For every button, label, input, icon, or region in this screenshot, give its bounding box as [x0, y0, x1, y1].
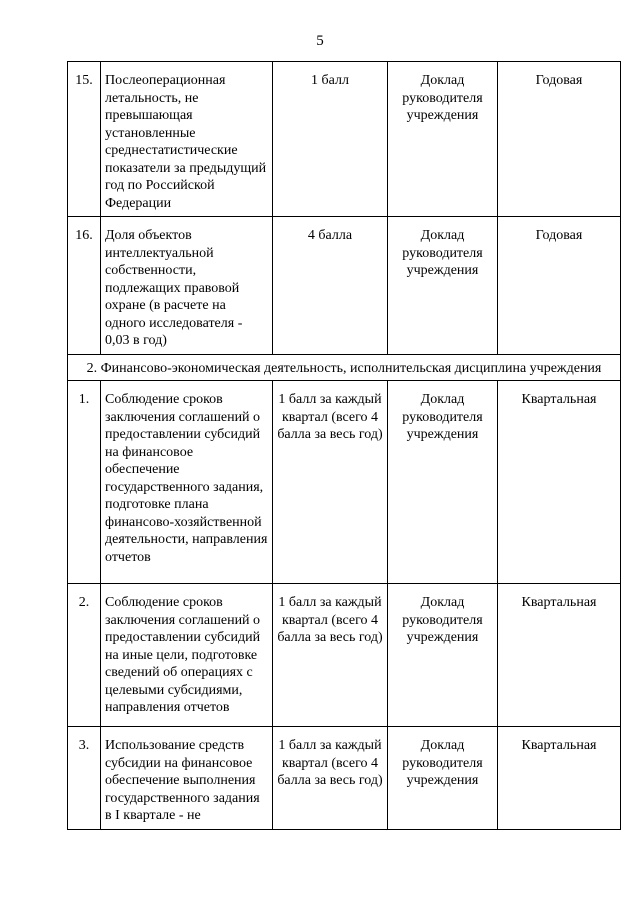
row-number: 1. [68, 381, 101, 584]
table-row [68, 381, 621, 584]
row-number: 3. [68, 727, 101, 830]
criterion-period: Квартальная [498, 727, 621, 830]
criterion-points: 4 балла [273, 217, 388, 355]
criterion-description: Соблюдение сроков заключения соглашений о предоставлении субсидий на иные цели, подготовке сведений об операциях с целевыми субсидиями, направления отчетов [101, 584, 273, 727]
criterion-period: Квартальная [498, 584, 621, 727]
criterion-description: Послеоперационная летальность, не превышающая установленные среднестатистические показатели за предыдущий год по Российской Федерации [101, 62, 273, 217]
table-row [68, 584, 621, 727]
criterion-source: Доклад руководителя учреждения [388, 381, 498, 584]
criterion-points: 1 балл за каждый квартал (всего 4 балла за весь год) [273, 727, 388, 830]
page-number: 5 [316, 33, 324, 49]
criterion-source: Доклад руководителя учреждения [388, 217, 498, 355]
table-row [68, 217, 621, 355]
table-row [68, 62, 621, 217]
row-number: 15. [68, 62, 101, 217]
criterion-period: Годовая [498, 62, 621, 217]
criterion-points: 1 балл за каждый квартал (всего 4 балла за весь год) [273, 584, 388, 727]
criterion-description: Доля объектов интеллектуальной собственности, подлежащих правовой охране (в расчете на одного исследователя - 0,03 в год) [101, 217, 273, 355]
criterion-period: Квартальная [498, 381, 621, 584]
criterion-source: Доклад руководителя учреждения [388, 727, 498, 830]
row-number: 2. [68, 584, 101, 727]
criterion-points: 1 балл за каждый квартал (всего 4 балла за весь год) [273, 381, 388, 584]
section-row [68, 354, 621, 381]
criterion-points: 1 балл [273, 62, 388, 217]
criterion-description: Использование средств субсидии на финансовое обеспечение выполнения государственного задания в I квартале - не [101, 727, 273, 830]
criteria-table [67, 61, 621, 830]
criterion-source: Доклад руководителя учреждения [388, 62, 498, 217]
section-title: 2. Финансово-экономическая деятельность, исполнительская дисциплина учреждения [68, 354, 621, 381]
criterion-source: Доклад руководителя учреждения [388, 584, 498, 727]
row-number: 16. [68, 217, 101, 355]
criterion-description: Соблюдение сроков заключения соглашений о предоставлении субсидий на финансовое обеспечение государственного задания, подготовке плана финансово-хозяйственной деятельности, направления отчетов [101, 381, 273, 584]
criterion-period: Годовая [498, 217, 621, 355]
table-row [68, 727, 621, 830]
